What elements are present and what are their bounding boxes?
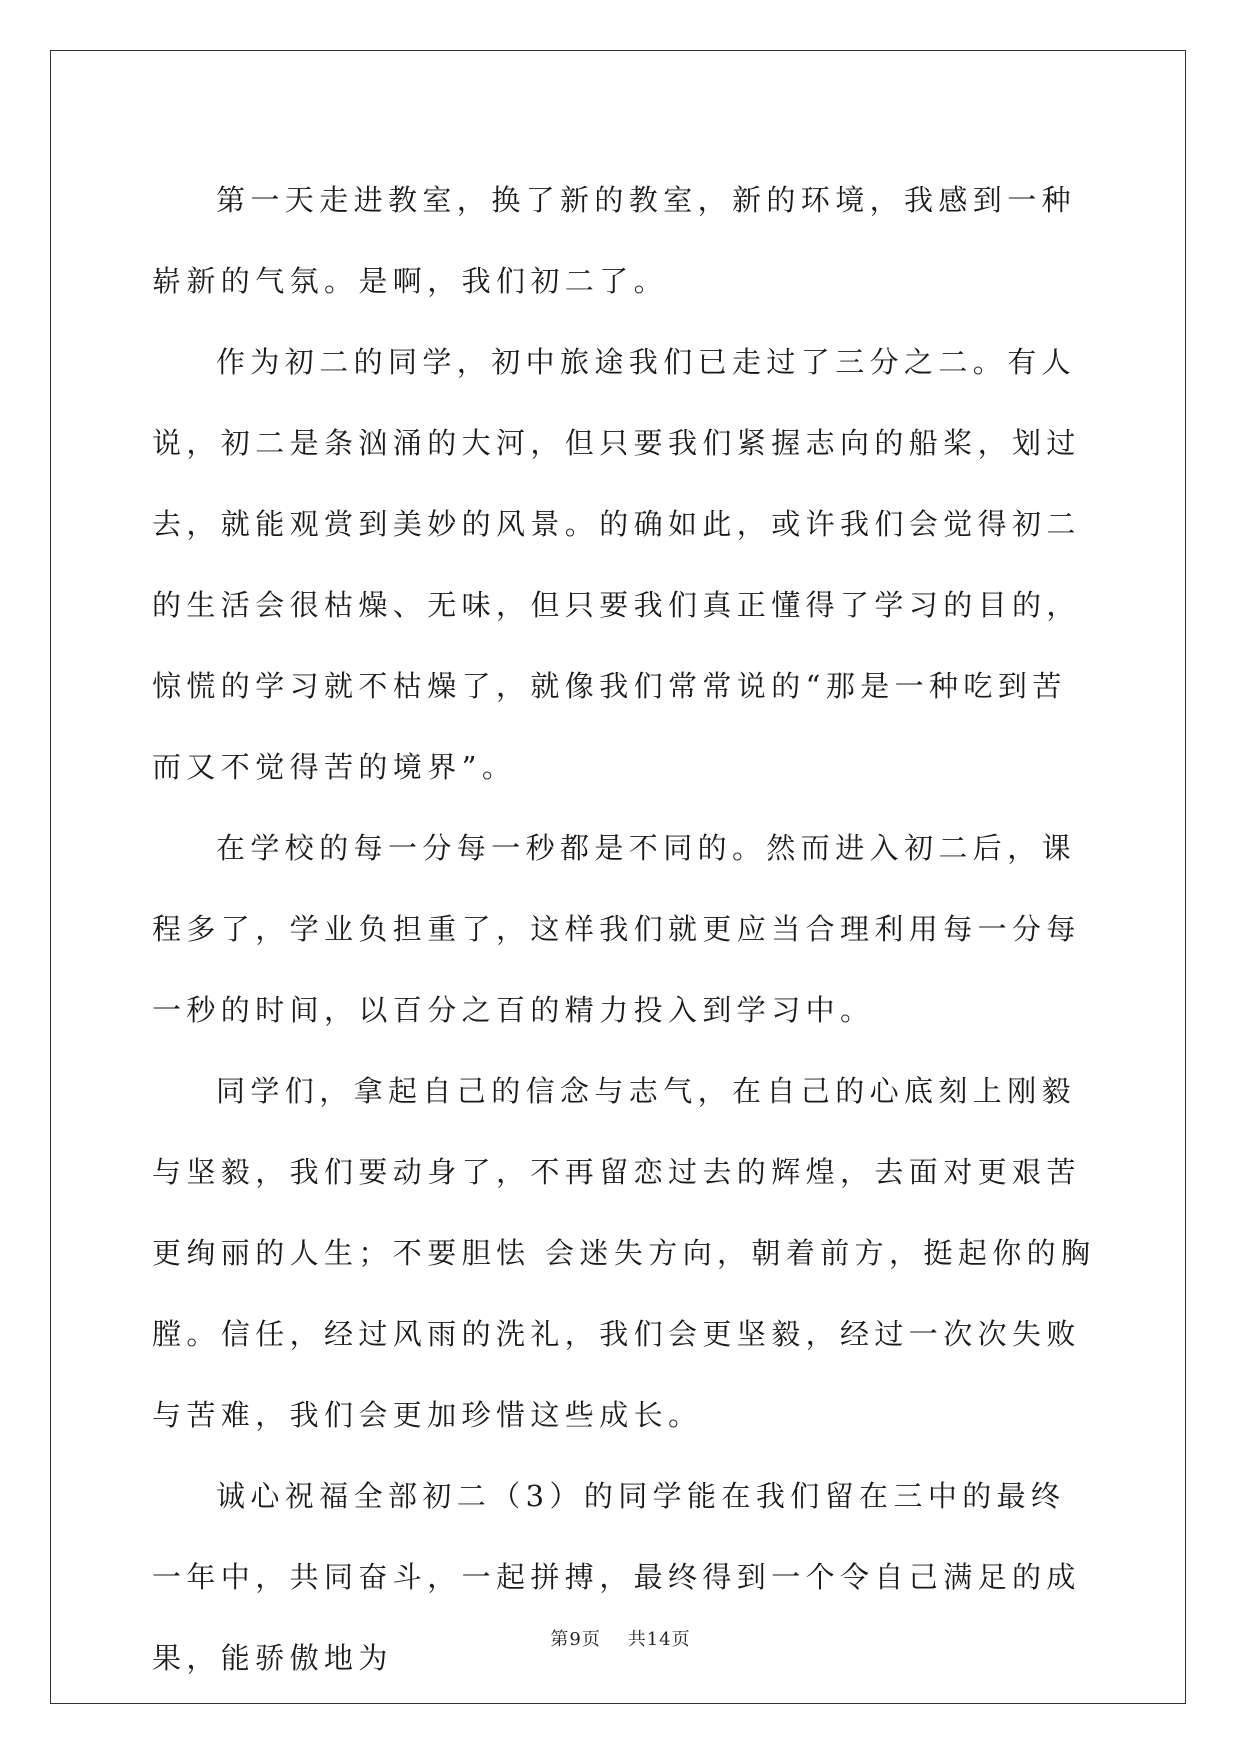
paragraph-1: 第一天走进教室，换了新的教室，新的环境，我感到一种崭新的气氛。是啊，我们初二了。 (152, 183, 1077, 298)
paragraph-5: 诚心祝福全部初二（3）的同学能在我们留在三中的最终一年中，共同奋斗，一起拼搏，最终得到一个令自己满足的成果，能骄傲地为 (152, 1479, 1081, 1675)
total-pages: 共14页 (627, 1629, 691, 1650)
page-number: 第9页 (550, 1629, 601, 1650)
page-footer (0, 1625, 1241, 1651)
paragraph-3: 在学校的每一分每一秒都是不同的。然而进入初二后，课程多了，学业负担重了，这样我们就更应当合理利用每一分每一秒的时间，以百分之百的精力投入到学习中。 (152, 831, 1081, 1027)
paragraph-2: 作为初二的同学，初中旅途我们已走过了三分之二。有人说，初二是条汹涌的大河，但只要我们紧握志向的船桨，划过去，就能观赏到美妙的风景。的确如此，或许我们会觉得初二的生活会很枯燥、无味，但只要我们真正懂得了学习的目的，惊慌的学习就不枯燥了，就像我们常常说的“那是一种吃到苦而又不觉得苦的境界”。 (152, 345, 1081, 784)
paragraph-4: 同学们，拿起自己的信念与志气，在自己的心底刻上刚毅与坚毅，我们要动身了，不再留恋过去的辉煌，去面对更艰苦更绚丽的人生；不要胆怯 会迷失方向，朝着前方，挺起你的胸膛。信任，经过风雨的洗礼，我们会更坚毅，经过一次次失败与苦难，我们会更加珍惜这些成长。 (152, 1074, 1096, 1432)
document-body (152, 160, 1097, 1699)
